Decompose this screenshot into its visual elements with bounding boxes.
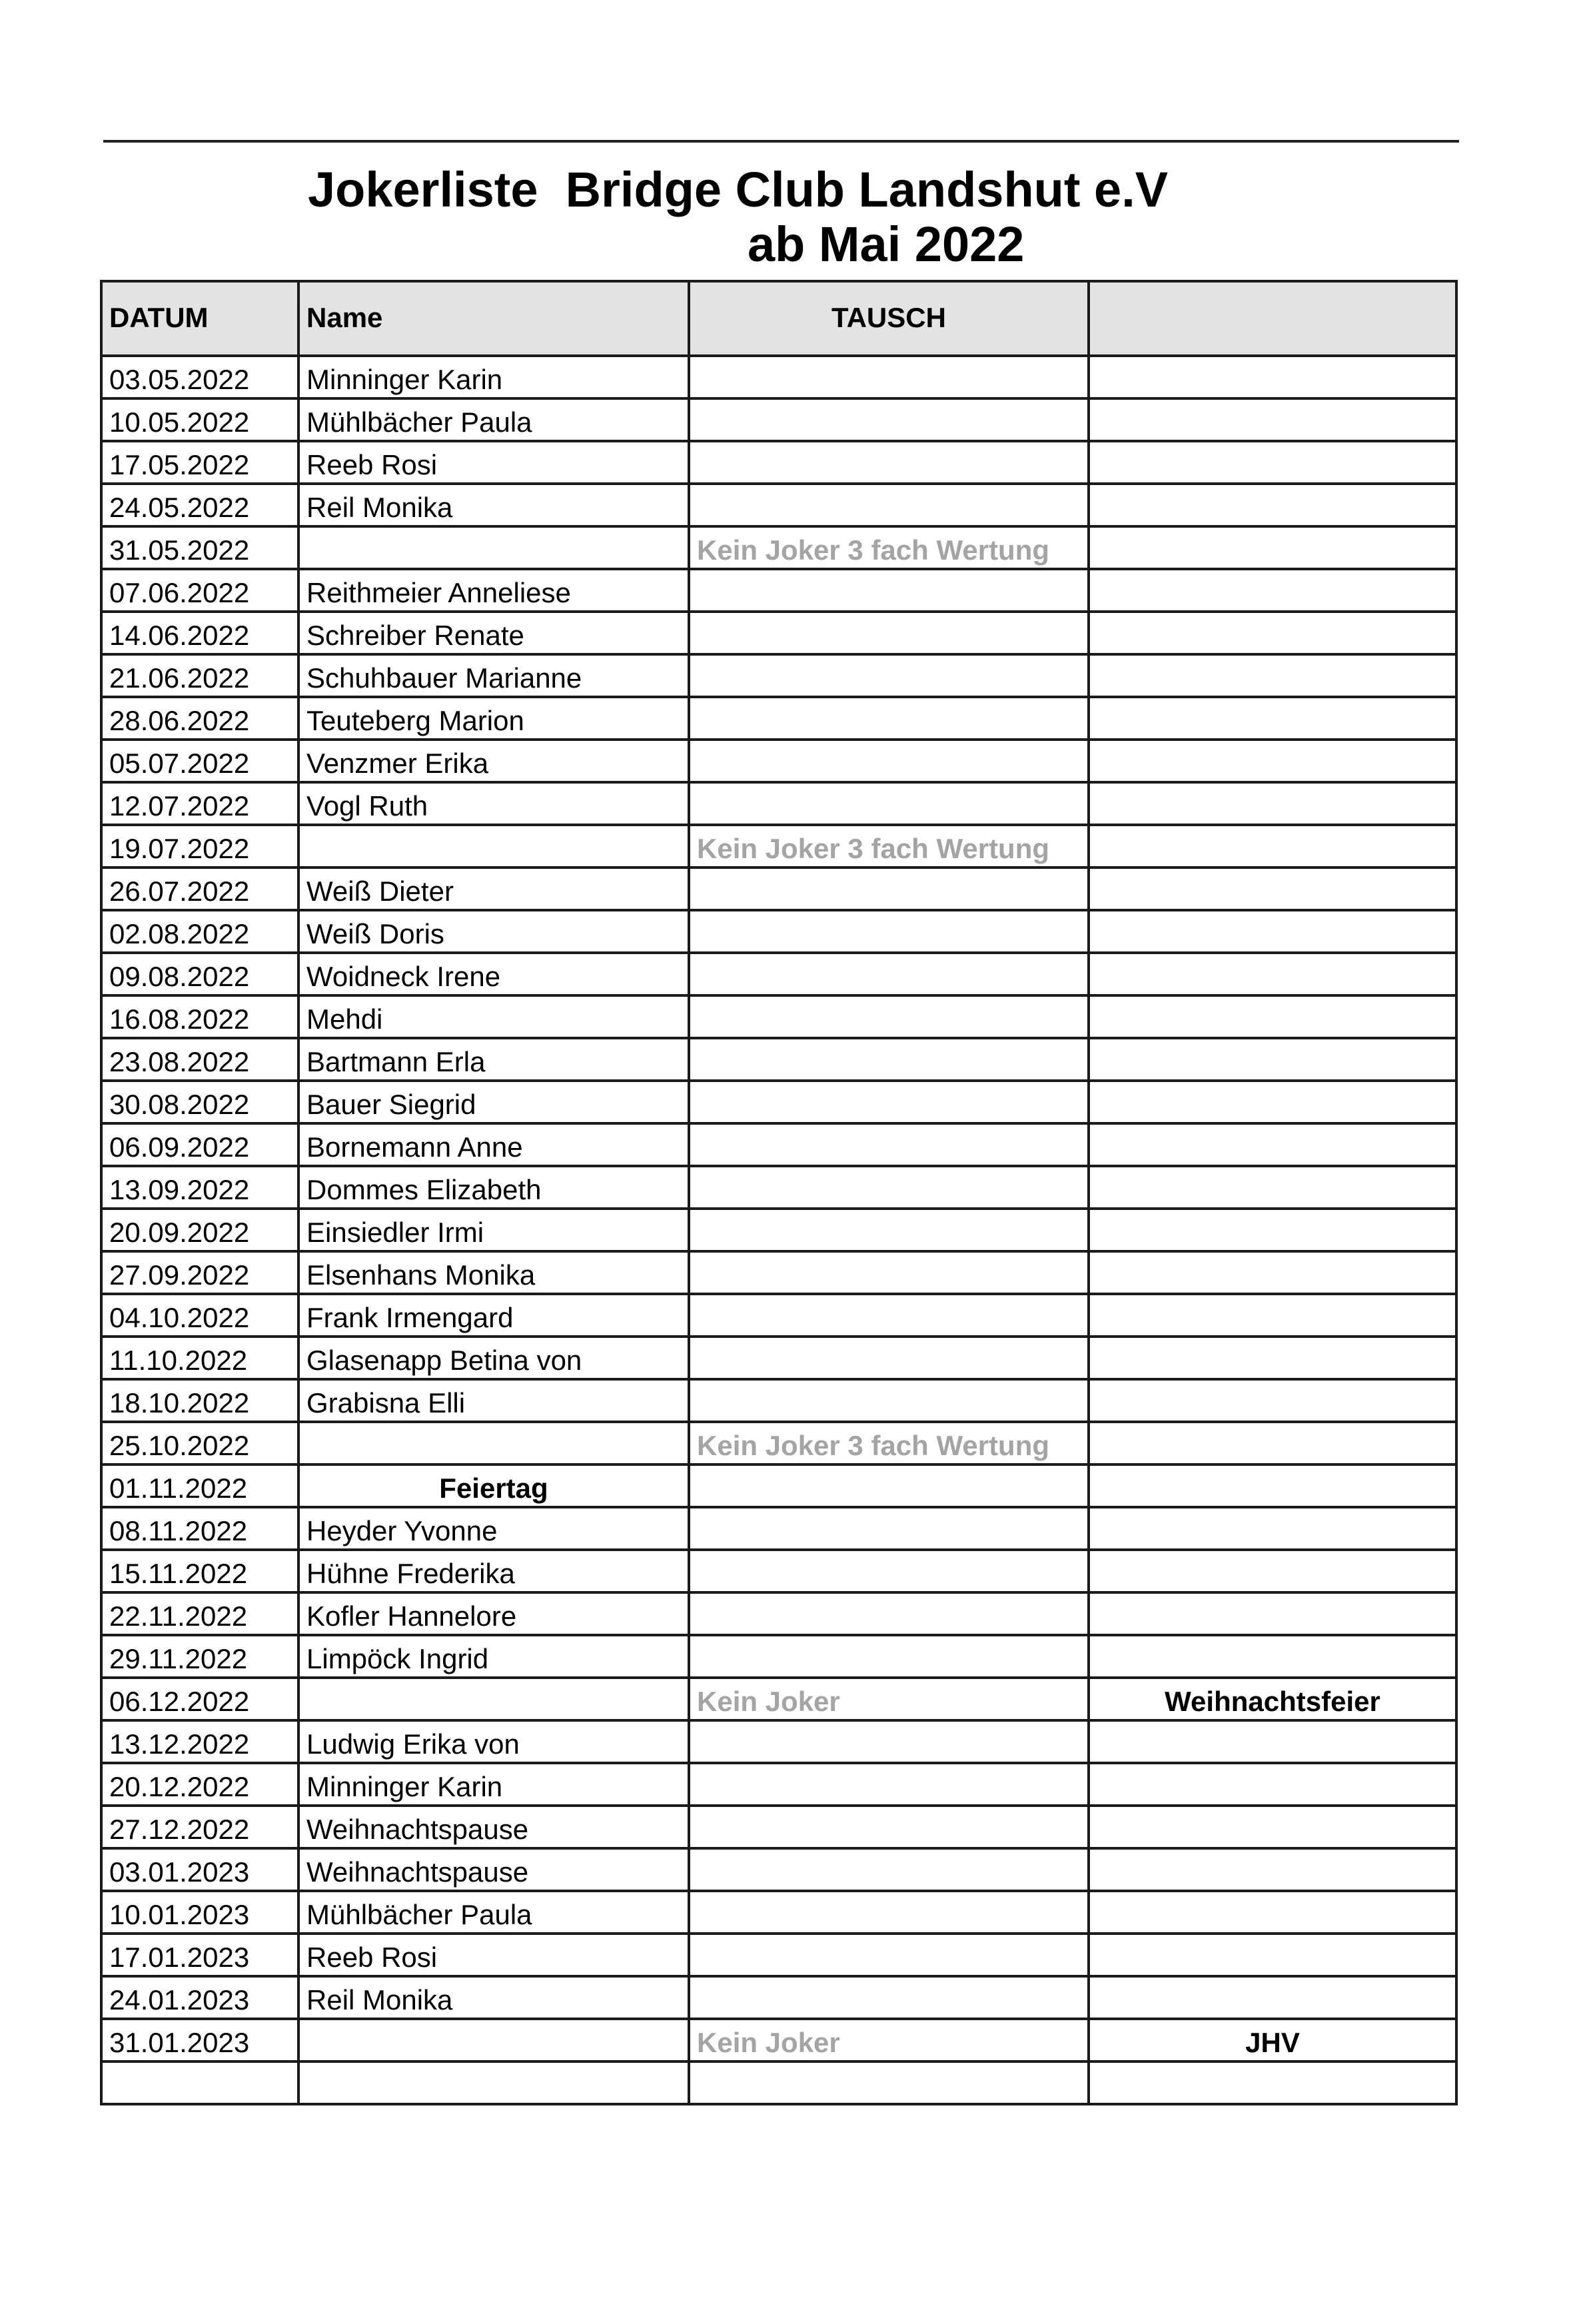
name-cell: Minninger Karin — [298, 356, 689, 398]
table-row — [101, 1251, 1456, 1294]
tausch-note: Kein Joker — [689, 2019, 1089, 2061]
table-row — [101, 1763, 1456, 1806]
extra-cell — [1089, 356, 1456, 398]
date-cell: 05.07.2022 — [101, 740, 298, 782]
empty-cell — [1089, 2061, 1456, 2104]
date-cell: 15.11.2022 — [101, 1550, 298, 1592]
name-cell: Glasenapp Betina von — [298, 1337, 689, 1379]
table-row — [101, 1209, 1456, 1251]
joker-table — [100, 280, 1458, 2105]
empty-table-row — [101, 2061, 1456, 2104]
date-cell: 13.12.2022 — [101, 1720, 298, 1763]
extra-cell — [1089, 1081, 1456, 1123]
extra-cell — [1089, 484, 1456, 526]
date-cell: 10.01.2023 — [101, 1891, 298, 1934]
tausch-cell — [689, 1251, 1089, 1294]
holiday-cell: Feiertag — [298, 1464, 689, 1507]
extra-cell — [1089, 1422, 1456, 1464]
date-cell: 26.07.2022 — [101, 868, 298, 910]
table-row — [101, 2019, 1456, 2061]
tausch-cell — [689, 1763, 1089, 1806]
table-row — [101, 740, 1456, 782]
document-title: Jokerliste Bridge Club Landshut e.V — [308, 162, 1169, 217]
tausch-note: Kein Joker 3 fach Wertung — [689, 825, 1089, 868]
name-cell: Vogl Ruth — [298, 782, 689, 825]
extra-cell — [1089, 1976, 1456, 2019]
name-cell: Dommes Elizabeth — [298, 1166, 689, 1209]
name-cell: Reeb Rosi — [298, 441, 689, 484]
name-cell: Weihnachtspause — [298, 1848, 689, 1891]
date-cell: 09.08.2022 — [101, 953, 298, 995]
tausch-cell — [689, 1848, 1089, 1891]
table-row — [101, 569, 1456, 612]
tausch-cell — [689, 953, 1089, 995]
table-row — [101, 1806, 1456, 1848]
date-cell: 23.08.2022 — [101, 1038, 298, 1081]
tausch-cell — [689, 1464, 1089, 1507]
tausch-cell — [689, 1635, 1089, 1678]
table-row — [101, 1464, 1456, 1507]
table-row — [101, 1379, 1456, 1422]
table-row — [101, 1337, 1456, 1379]
tausch-cell — [689, 1976, 1089, 2019]
extra-cell — [1089, 526, 1456, 569]
name-cell: Schuhbauer Marianne — [298, 654, 689, 697]
date-cell: 03.01.2023 — [101, 1848, 298, 1891]
date-cell: 06.12.2022 — [101, 1678, 298, 1720]
tausch-cell — [689, 995, 1089, 1038]
event-cell: JHV — [1089, 2019, 1456, 2061]
extra-cell — [1089, 825, 1456, 868]
date-cell: 31.05.2022 — [101, 526, 298, 569]
table-row — [101, 910, 1456, 953]
tausch-cell — [689, 1934, 1089, 1976]
header-tausch: TAUSCH — [689, 281, 1089, 356]
table-row — [101, 484, 1456, 526]
name-cell: Woidneck Irene — [298, 953, 689, 995]
table-row — [101, 1038, 1456, 1081]
extra-cell — [1089, 995, 1456, 1038]
document-subtitle: ab Mai 2022 — [748, 217, 1025, 272]
date-cell: 27.12.2022 — [101, 1806, 298, 1848]
table-row — [101, 1123, 1456, 1166]
date-cell: 04.10.2022 — [101, 1294, 298, 1337]
tausch-cell — [689, 1507, 1089, 1550]
extra-cell — [1089, 1209, 1456, 1251]
extra-cell — [1089, 1550, 1456, 1592]
date-cell: 17.05.2022 — [101, 441, 298, 484]
name-cell: Reil Monika — [298, 1976, 689, 2019]
table-row — [101, 953, 1456, 995]
tausch-note: Kein Joker — [689, 1678, 1089, 1720]
table-row — [101, 1592, 1456, 1635]
tausch-cell — [689, 740, 1089, 782]
table-row — [101, 1720, 1456, 1763]
name-cell: Frank Irmengard — [298, 1294, 689, 1337]
table-row — [101, 1550, 1456, 1592]
tausch-cell — [689, 1720, 1089, 1763]
tausch-cell — [689, 1038, 1089, 1081]
date-cell: 07.06.2022 — [101, 569, 298, 612]
tausch-note: Kein Joker 3 fach Wertung — [689, 1422, 1089, 1464]
extra-cell — [1089, 1337, 1456, 1379]
name-cell — [298, 825, 689, 868]
name-cell: Minninger Karin — [298, 1763, 689, 1806]
name-cell: Bornemann Anne — [298, 1123, 689, 1166]
date-cell: 30.08.2022 — [101, 1081, 298, 1123]
date-cell: 10.05.2022 — [101, 398, 298, 441]
extra-cell — [1089, 612, 1456, 654]
extra-cell — [1089, 1464, 1456, 1507]
extra-cell — [1089, 1592, 1456, 1635]
date-cell: 12.07.2022 — [101, 782, 298, 825]
extra-cell — [1089, 740, 1456, 782]
date-cell: 28.06.2022 — [101, 697, 298, 740]
top-horizontal-rule — [103, 140, 1459, 143]
extra-cell — [1089, 1848, 1456, 1891]
name-cell: Grabisna Elli — [298, 1379, 689, 1422]
name-cell: Reeb Rosi — [298, 1934, 689, 1976]
name-cell: Mühlbächer Paula — [298, 1891, 689, 1934]
tausch-cell — [689, 1379, 1089, 1422]
name-cell: Ludwig Erika von — [298, 1720, 689, 1763]
tausch-cell — [689, 1806, 1089, 1848]
tausch-cell — [689, 484, 1089, 526]
empty-cell — [101, 2061, 298, 2104]
tausch-cell — [689, 1891, 1089, 1934]
table-row — [101, 1976, 1456, 2019]
extra-cell — [1089, 569, 1456, 612]
empty-cell — [298, 2061, 689, 2104]
date-cell: 20.09.2022 — [101, 1209, 298, 1251]
extra-cell — [1089, 398, 1456, 441]
date-cell: 08.11.2022 — [101, 1507, 298, 1550]
name-cell: Venzmer Erika — [298, 740, 689, 782]
header-name: Name — [298, 281, 689, 356]
name-cell — [298, 2019, 689, 2061]
name-cell: Schreiber Renate — [298, 612, 689, 654]
table-row — [101, 398, 1456, 441]
name-cell: Limpöck Ingrid — [298, 1635, 689, 1678]
name-cell: Weiß Doris — [298, 910, 689, 953]
name-cell: Bartmann Erla — [298, 1038, 689, 1081]
extra-cell — [1089, 1635, 1456, 1678]
table-row — [101, 868, 1456, 910]
table-row — [101, 1422, 1456, 1464]
empty-cell — [689, 2061, 1089, 2104]
table-row — [101, 1891, 1456, 1934]
extra-cell — [1089, 1294, 1456, 1337]
table-row — [101, 995, 1456, 1038]
date-cell: 24.01.2023 — [101, 1976, 298, 2019]
date-cell: 24.05.2022 — [101, 484, 298, 526]
tausch-cell — [689, 1550, 1089, 1592]
extra-cell — [1089, 1038, 1456, 1081]
tausch-cell — [689, 441, 1089, 484]
date-cell: 16.08.2022 — [101, 995, 298, 1038]
date-cell: 11.10.2022 — [101, 1337, 298, 1379]
date-cell: 31.01.2023 — [101, 2019, 298, 2061]
date-cell: 19.07.2022 — [101, 825, 298, 868]
table-row — [101, 1294, 1456, 1337]
name-cell: Reil Monika — [298, 484, 689, 526]
date-cell: 18.10.2022 — [101, 1379, 298, 1422]
tausch-cell — [689, 1294, 1089, 1337]
date-cell: 06.09.2022 — [101, 1123, 298, 1166]
tausch-cell — [689, 868, 1089, 910]
tausch-cell — [689, 697, 1089, 740]
date-cell: 17.01.2023 — [101, 1934, 298, 1976]
extra-cell — [1089, 953, 1456, 995]
name-cell: Heyder Yvonne — [298, 1507, 689, 1550]
date-cell: 21.06.2022 — [101, 654, 298, 697]
name-cell — [298, 526, 689, 569]
name-cell: Mühlbächer Paula — [298, 398, 689, 441]
table-row — [101, 654, 1456, 697]
table-row — [101, 612, 1456, 654]
table-row — [101, 1678, 1456, 1720]
tausch-cell — [689, 1123, 1089, 1166]
extra-cell — [1089, 697, 1456, 740]
extra-cell — [1089, 868, 1456, 910]
date-cell: 03.05.2022 — [101, 356, 298, 398]
date-cell: 01.11.2022 — [101, 1464, 298, 1507]
tausch-cell — [689, 910, 1089, 953]
table-header-row — [101, 281, 1456, 356]
tausch-cell — [689, 1592, 1089, 1635]
table-row — [101, 825, 1456, 868]
date-cell: 13.09.2022 — [101, 1166, 298, 1209]
table-row — [101, 441, 1456, 484]
name-cell: Reithmeier Anneliese — [298, 569, 689, 612]
table-row — [101, 1635, 1456, 1678]
date-cell: 02.08.2022 — [101, 910, 298, 953]
tausch-cell — [689, 1337, 1089, 1379]
date-cell: 25.10.2022 — [101, 1422, 298, 1464]
date-cell: 22.11.2022 — [101, 1592, 298, 1635]
extra-cell — [1089, 1806, 1456, 1848]
tausch-cell — [689, 356, 1089, 398]
extra-cell — [1089, 1507, 1456, 1550]
table-row — [101, 1166, 1456, 1209]
table-row — [101, 526, 1456, 569]
extra-cell — [1089, 1763, 1456, 1806]
extra-cell — [1089, 1123, 1456, 1166]
header-datum: DATUM — [101, 281, 298, 356]
tausch-cell — [689, 1081, 1089, 1123]
extra-cell — [1089, 441, 1456, 484]
table-row — [101, 1848, 1456, 1891]
header-extra — [1089, 281, 1456, 356]
extra-cell — [1089, 654, 1456, 697]
tausch-cell — [689, 1209, 1089, 1251]
tausch-cell — [689, 569, 1089, 612]
tausch-cell — [689, 782, 1089, 825]
tausch-cell — [689, 1166, 1089, 1209]
extra-cell — [1089, 910, 1456, 953]
extra-cell — [1089, 1720, 1456, 1763]
table-row — [101, 356, 1456, 398]
date-cell: 27.09.2022 — [101, 1251, 298, 1294]
name-cell: Einsiedler Irmi — [298, 1209, 689, 1251]
extra-cell — [1089, 1934, 1456, 1976]
name-cell: Bauer Siegrid — [298, 1081, 689, 1123]
name-cell: Mehdi — [298, 995, 689, 1038]
name-cell: Weihnachtspause — [298, 1806, 689, 1848]
name-cell: Teuteberg Marion — [298, 697, 689, 740]
table-row — [101, 782, 1456, 825]
name-cell — [298, 1678, 689, 1720]
extra-cell — [1089, 1379, 1456, 1422]
tausch-cell — [689, 612, 1089, 654]
name-cell: Hühne Frederika — [298, 1550, 689, 1592]
extra-cell — [1089, 782, 1456, 825]
extra-cell — [1089, 1166, 1456, 1209]
name-cell: Elsenhans Monika — [298, 1251, 689, 1294]
extra-cell — [1089, 1891, 1456, 1934]
table-row — [101, 1081, 1456, 1123]
table-row — [101, 1934, 1456, 1976]
table-row — [101, 697, 1456, 740]
tausch-note: Kein Joker 3 fach Wertung — [689, 526, 1089, 569]
tausch-cell — [689, 398, 1089, 441]
date-cell: 29.11.2022 — [101, 1635, 298, 1678]
date-cell: 14.06.2022 — [101, 612, 298, 654]
name-cell: Kofler Hannelore — [298, 1592, 689, 1635]
extra-cell — [1089, 1251, 1456, 1294]
name-cell — [298, 1422, 689, 1464]
table-row — [101, 1507, 1456, 1550]
event-cell: Weihnachtsfeier — [1089, 1678, 1456, 1720]
tausch-cell — [689, 654, 1089, 697]
date-cell: 20.12.2022 — [101, 1763, 298, 1806]
name-cell: Weiß Dieter — [298, 868, 689, 910]
